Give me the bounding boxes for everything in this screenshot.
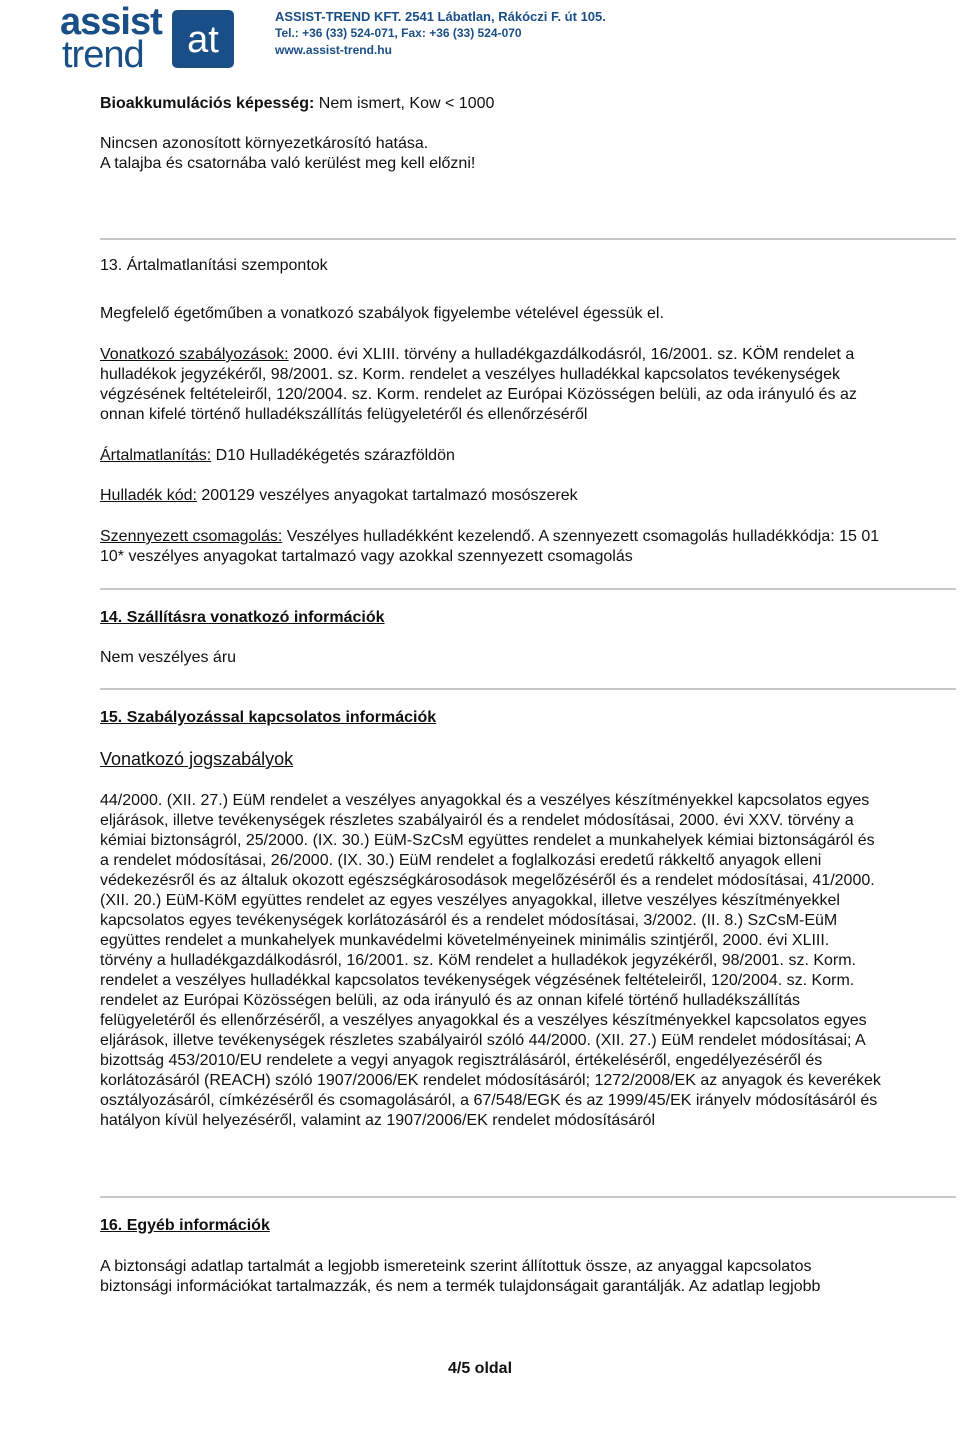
regulations-line: onnan kifelé történő hulladékszállítás felügyeletéről és ellenőrzéséről <box>100 406 588 423</box>
company-website: www.assist-trend.hu <box>275 43 392 57</box>
page-number: 4/5 oldal <box>447 1360 513 1377</box>
regulations-line: hulladékok jegyzékéről, 98/2001. sz. Korm. rendelet a veszélyes hulladékkal kapcsolatos tevékenységek <box>100 366 840 383</box>
waste-code-value: 200129 veszélyes anyagokat tartalmazó mosószerek <box>196 487 578 504</box>
legislation-line: bizottság 453/2010/EU rendelete a vegyi anyagok regisztrálásáról, értékeléséről, engedélyezéséről és <box>100 1052 823 1069</box>
legislation-line: rendelet az Európai Közösségen belüli, az oda irányuló és az onnan kifelé történő hulladékszállítás <box>100 992 800 1009</box>
logo-mark-text: at <box>187 19 219 61</box>
regulations-line: 2000. évi XLIII. törvény a hulladékgazdálkodásról, 16/2001. sz. KÖM rendelet a <box>288 346 855 363</box>
regulations-label: Vonatkozó szabályozások: <box>100 346 289 363</box>
logo-wordmark-assist: assist <box>60 1 162 43</box>
env-effect-line2: A talajba és csatornába való kerülést meg kell előzni! <box>100 155 476 172</box>
company-phone-fax: Tel.: +36 (33) 524-071, Fax: +36 (33) 524-070 <box>275 26 522 40</box>
legislation-line: hatályon kívül helyezéséről, valamint az 1907/2006/EK rendelet módosításáról <box>100 1112 655 1129</box>
waste-code-label: Hulladék kód: <box>100 487 197 504</box>
section16-text <box>100 1257 960 1297</box>
legislation-line: 44/2000. (XII. 27.) EüM rendelet a veszélyes anyagokkal és a veszélyes készítményekkel kapcsolatos egyes <box>100 792 870 809</box>
waste-code-line <box>100 486 578 506</box>
section16-title: 16. Egyéb információk <box>100 1217 270 1234</box>
section13-title: 13. Ártalmatlanítási szempontok <box>100 257 328 274</box>
disposal-value: D10 Hulladékégetés szárazföldön <box>211 447 455 464</box>
logo-at-mark-icon <box>168 6 238 72</box>
disposal-line <box>100 446 455 466</box>
legislation-line: a rendelet módosításai, 26/2000. (IX. 30.) EüM rendelet a foglalkozási eredetű rákkeltő anyagok elleni <box>100 852 822 869</box>
section16-line2: biztonsági információkat tartalmazzák, és nem a termék tulajdonságait garantálják. Az adatlap legjobb <box>100 1278 821 1295</box>
legislation-line: korlátozásáról (REACH) szóló 1907/2006/EK rendelet módosításáról; 1272/2008/EK az anyagok és keverékek <box>100 1072 881 1089</box>
legislation-line: együttes rendelet a munkahelyek munkavédelmi követelményeinek minimális szintjéről, 2000. évi XLIII. <box>100 932 830 949</box>
section15-subtitle: Vonatkozó jogszabályok <box>100 749 294 769</box>
regulations-line: végzésének feltételeiről, 120/2004. sz. Korm. rendelet az Európai Közösségen belüli, az oda irányuló és az <box>100 386 857 403</box>
legislation-line: védekezésről és az általuk okozott egészségkárosodások megelőzéséről és a rendelet módosításai, 41/2000. <box>100 872 875 889</box>
legislation-line: kapcsolatos egyes tevékenységek korlátozásáról és a rendelet módosításai, 3/2002. (II. 8.) SzCsM-EüM <box>100 912 838 929</box>
legislation-line: törvény a hulladékgazdálkodásról, 16/2001. sz. KöM rendelet a hulladékok jegyzékéről, 98/2001. sz. Korm. <box>100 952 856 969</box>
legislation-line: osztályozásáról, címkézéséről és csomagolásáról, a 67/548/EGK és az 1999/45/EK irányelv módosításáról és <box>100 1092 878 1109</box>
packaging-line2: 10* veszélyes anyagokat tartalmazó vagy azokkal szennyezett csomagolás <box>100 548 633 565</box>
section13-regulations <box>100 345 960 425</box>
legislation-line: eljárások, illetve tevékenységek részletes szabályairól és a rendelet módosításai, 2000. évi XXV. törvény a <box>100 812 854 829</box>
section13-intro: Megfelelő égetőműben a vonatkozó szabályok figyelembe vételével égessük el. <box>100 305 664 322</box>
section15-title: 15. Szabályozással kapcsolatos információk <box>100 709 437 726</box>
bioaccumulation-label: Bioakkumulációs képesség: <box>100 95 315 112</box>
section14-title: 14. Szállításra vonatkozó információk <box>100 609 385 626</box>
page-header <box>0 0 960 80</box>
section-divider <box>100 1196 956 1198</box>
section-divider <box>100 588 956 590</box>
bioaccumulation-value: Nem ismert, Kow < 1000 <box>314 95 495 112</box>
packaging-line1: Veszélyes hulladékként kezelendő. A szennyezett csomagolás hulladékkódja: 15 01 <box>282 528 880 545</box>
section14-text: Nem veszélyes áru <box>100 649 237 666</box>
legislation-line: rendelet a veszélyes hulladékkal kapcsolatos tevékenységek végzésének feltételeiről, 120/2004. sz. Korm. <box>100 972 855 989</box>
packaging-label: Szennyezett csomagolás: <box>100 528 283 545</box>
legislation-line: kémiai biztonságról, 25/2000. (IX. 30.) EüM-SzCsM együttes rendelet a munkahelyek kémiai biztonságáról és <box>100 832 875 849</box>
company-contact <box>275 8 606 59</box>
company-name: ASSIST-TREND KFT. 2541 Lábatlan, Rákóczi F. út 105. <box>275 9 606 24</box>
legislation-line: (XII. 20.) EüM-KöM együttes rendelet az egyes veszélyes anyagokkal, illetve veszélyes készítményekkel <box>100 892 840 909</box>
disposal-label: Ártalmatlanítás: <box>100 447 212 464</box>
section16-line1: A biztonsági adatlap tartalmát a legjobb ismereteink szerint állítottuk össze, az anyaggal kapcsolatos <box>100 1258 812 1275</box>
section15-legislation <box>100 791 960 1131</box>
env-effect-line1: Nincsen azonosított környezetkárosító hatása. <box>100 135 429 152</box>
bioaccumulation-line <box>100 94 494 114</box>
company-logo <box>60 2 180 76</box>
legislation-line: felügyeletéről és ellenőrzéséről, a veszélyes anyagokkal és a veszélyes készítményekkel kapcsolatos egyes <box>100 1012 867 1029</box>
packaging-block <box>100 527 960 567</box>
logo-wordmark-trend: trend <box>62 34 144 76</box>
legislation-line: eljárások, illetve tevékenységek részletes szabályairól szóló 44/2000. (XII. 27.) EüM rendelet módosításai; A <box>100 1032 866 1049</box>
section-divider <box>100 238 956 240</box>
section-divider <box>100 688 956 690</box>
